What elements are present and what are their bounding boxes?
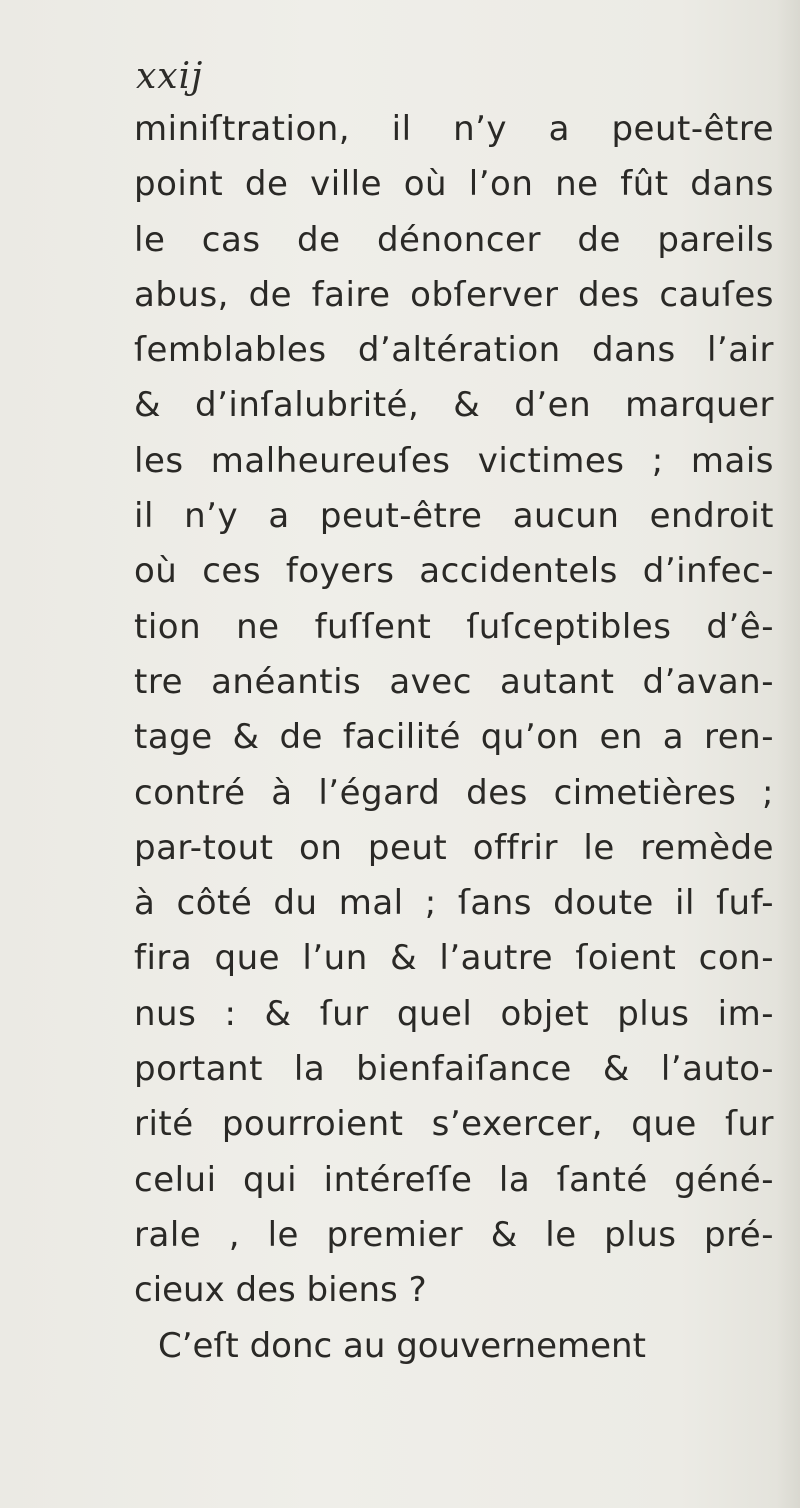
text-line: tre anéantis avec autant d’avan- (134, 661, 774, 702)
text-line: le cas de dénoncer de pareils (134, 219, 774, 260)
body-text (134, 102, 774, 1374)
text-line: tion ne fuſſent ſuſceptibles d’ê- (134, 606, 774, 647)
text-line: rale , le premier & le plus pré- (134, 1214, 774, 1255)
text-line: les malheureuſes victimes ; mais (134, 440, 774, 481)
text-line: fira que l’un & l’autre ſoient con- (134, 938, 774, 979)
text-line: ſemblables d’altération dans l’air (134, 330, 774, 371)
text-line: où ces foyers accidentels d’infec- (134, 551, 774, 592)
text-line: portant la bienfaiſance & l’auto- (134, 1049, 774, 1090)
text-line: rité pourroient s’exercer, que ſur (134, 1104, 774, 1145)
text-line: & d’inſalubrité, & d’en marquer (134, 385, 774, 426)
text-line: miniſtration, il n’y a peut-être (134, 109, 774, 149)
text-line: cieux des biens ? (134, 1270, 427, 1311)
text-line: point de ville où l’on ne fût dans (134, 164, 774, 205)
text-line: nus : & ſur quel objet plus im- (134, 993, 774, 1034)
text-line: celui qui intéreſſe la ſanté géné- (134, 1159, 774, 1200)
text-line: par-tout on peut offrir le remède (134, 827, 774, 868)
text-line: C’eſt donc au gouvernement (158, 1325, 646, 1366)
text-line: à côté du mal ; ſans doute il ſuf- (134, 883, 774, 924)
text-line: tage & de facilité qu’on en a ren- (134, 717, 774, 758)
page-number: xxij (136, 56, 204, 97)
text-line: il n’y a peut-être aucun endroit (134, 496, 774, 537)
text-line: contré à l’égard des cimetières ; (134, 772, 774, 813)
text-line: abus, de faire obſerver des cauſes (134, 274, 774, 315)
